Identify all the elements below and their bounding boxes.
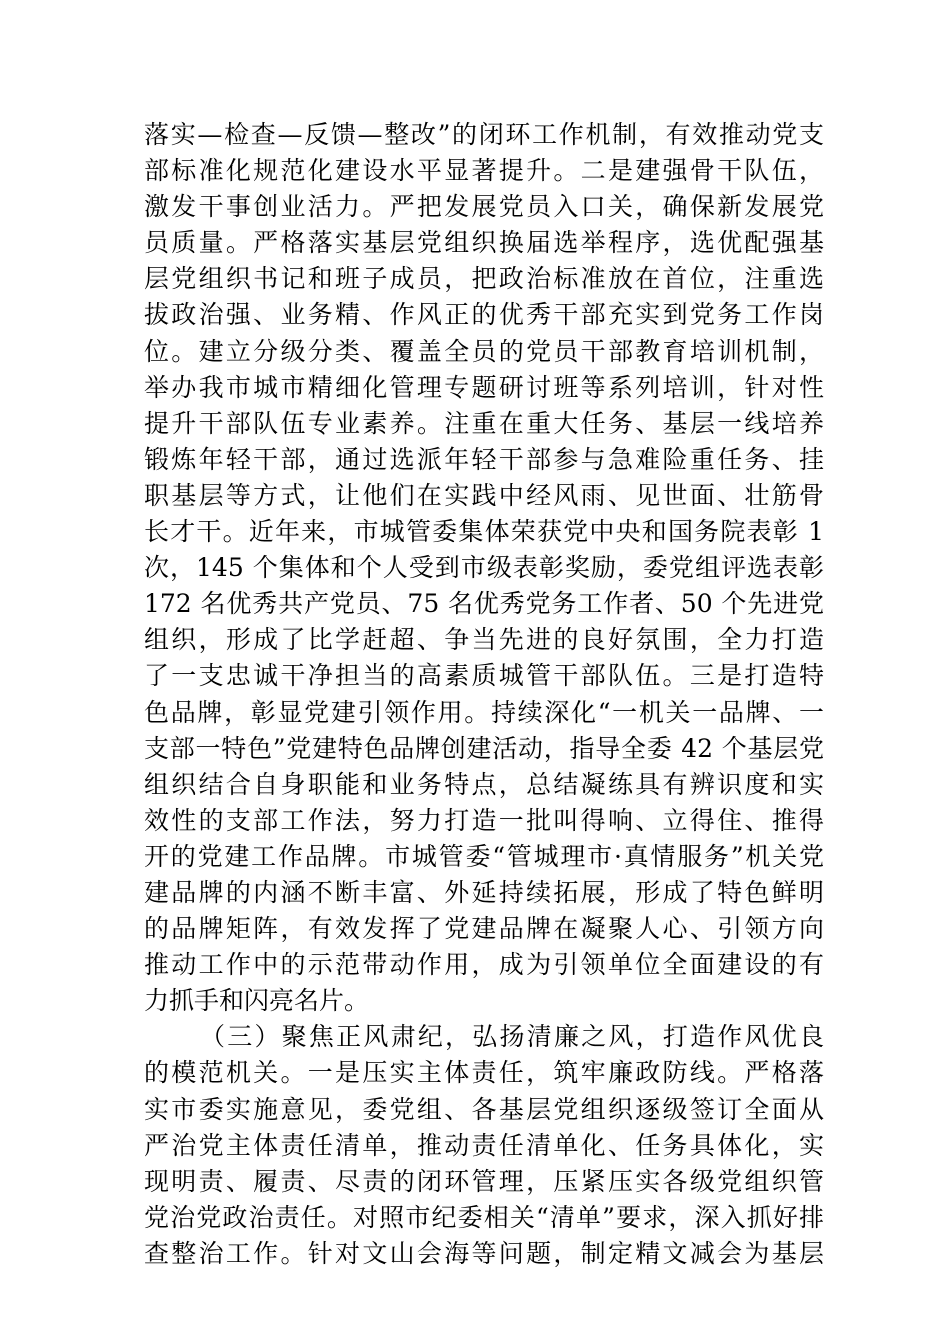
text-line: 位。建立分级分类、覆盖全员的党员干部教育培训机制， (144, 336, 824, 366)
text-line: 实市委实施意见，委党组、各基层党组织逐级签订全面从 (144, 1094, 824, 1124)
text-line: 力抓手和闪亮名片。 (144, 986, 370, 1016)
text-line: 层党组织书记和班子成员，把政治标准放在首位，注重选 (144, 264, 824, 294)
text-line: 长才干。近年来，市城管委集体荣获党中央和国务院表彰 1 (144, 517, 824, 547)
text-line: 支部一特色”党建特色品牌创建活动，指导全委 42 个基层党 (144, 733, 824, 763)
section-heading-line: （三）聚焦正风肃纪，弘扬清廉之风，打造作风优良 (200, 1022, 824, 1052)
text-line: 172 名优秀共产党员、75 名优秀党务工作者、50 个先进党 (144, 589, 824, 619)
text-line: 党治党政治责任。对照市纪委相关“清单”要求，深入抓好排 (144, 1202, 824, 1232)
text-line: 锻炼年轻干部，通过选派年轻干部参与急难险重任务、挂 (144, 444, 824, 474)
text-line: 严治党主体责任清单，推动责任清单化、任务具体化，实 (144, 1130, 824, 1160)
text-line: 落实—检查—反馈—整改”的闭环工作机制，有效推动党支 (144, 120, 824, 149)
text-line: 举办我市城市精细化管理专题研讨班等系列培训，针对性 (144, 372, 824, 402)
text-line: 了一支忠诚干净担当的高素质城管干部队伍。三是打造特 (144, 661, 824, 691)
text-line: 组织结合自身职能和业务特点，总结凝练具有辨识度和实 (144, 769, 824, 799)
text-line: 推动工作中的示范带动作用，成为引领单位全面建设的有 (144, 950, 824, 980)
text-line: 现明责、履责、尽责的闭环管理，压紧压实各级党组织管 (144, 1166, 824, 1196)
text-line: 色品牌，彰显党建引领作用。持续深化“一机关一品牌、一 (144, 697, 824, 727)
text-line: 开的党建工作品牌。市城管委“管城理市·真情服务”机关党 (144, 841, 824, 871)
text-line: 激发干事创业活力。严把发展党员入口关，确保新发展党 (144, 192, 824, 222)
text-line: 的品牌矩阵，有效发挥了党建品牌在凝聚人心、引领方向 (144, 914, 824, 944)
text-line: 组织，形成了比学赶超、争当先进的良好氛围，全力打造 (144, 625, 824, 655)
text-line: 部标准化规范化建设水平显著提升。二是建强骨干队伍， (144, 156, 824, 186)
body-text (144, 117, 824, 1272)
text-line: 的模范机关。一是压实主体责任，筑牢廉政防线。严格落 (144, 1058, 824, 1088)
text-line: 效性的支部工作法，努力打造一批叫得响、立得住、推得 (144, 805, 824, 835)
text-line: 查整治工作。针对文山会海等问题，制定精文减会为基层 (144, 1238, 824, 1268)
text-line: 提升干部队伍专业素养。注重在重大任务、基层一线培养 (144, 408, 824, 438)
text-line: 次，145 个集体和个人受到市级表彰奖励，委党组评选表彰 (144, 553, 824, 583)
text-line: 建品牌的内涵不断丰富、外延持续拓展，形成了特色鲜明 (144, 877, 824, 907)
text-line: 职基层等方式，让他们在实践中经风雨、见世面、壮筋骨 (144, 480, 824, 510)
text-line: 员质量。严格落实基层党组织换届选举程序，选优配强基 (144, 228, 824, 258)
text-line: 拔政治强、业务精、作风正的优秀干部充实到党务工作岗 (144, 300, 824, 330)
